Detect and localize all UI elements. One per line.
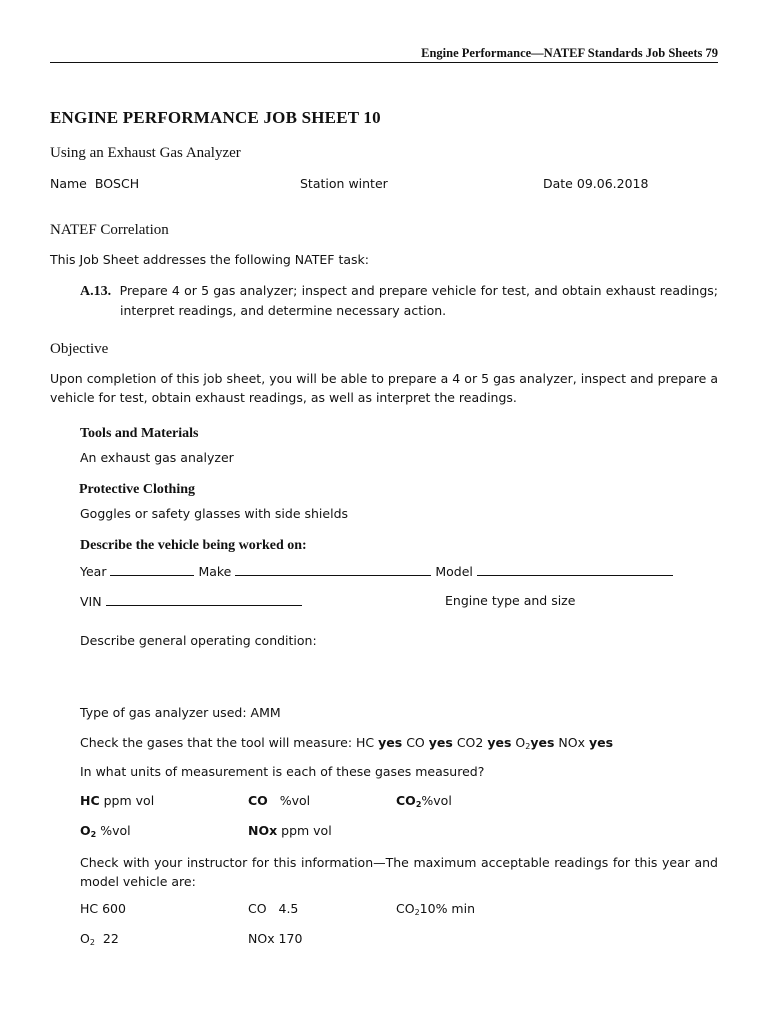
year-field	[80, 563, 673, 579]
year-blank[interactable]	[110, 563, 194, 576]
gas-co-yes: yes	[428, 735, 453, 750]
max-co-value: 4.5	[278, 901, 299, 916]
name-value: BOSCH	[94, 176, 140, 191]
max-o2	[80, 931, 119, 947]
year-label: Year	[80, 564, 107, 579]
max-co	[248, 901, 298, 916]
natef-heading: NATEF Correlation	[50, 222, 169, 238]
analyzer-type	[80, 705, 281, 720]
make-blank[interactable]	[235, 563, 431, 576]
condition-label: Describe general operating condition:	[80, 633, 317, 648]
max-co2-value: 10% min	[419, 901, 476, 916]
gas-co-label: CO	[406, 735, 425, 750]
page-subtitle: Using an Exhaust Gas Analyzer	[50, 145, 241, 161]
unit-co2-value: %vol	[421, 793, 452, 808]
max-o2-label: $O_2$	[80, 931, 95, 947]
unit-hc-label: HC	[80, 793, 100, 808]
max-nox: NOx 170	[248, 931, 303, 946]
gases-check-label: Check the gases that the tool will measure:	[80, 735, 353, 750]
unit-co	[248, 793, 310, 808]
max-hc: HC 600	[80, 901, 126, 916]
gas-o2-yes: yes	[530, 735, 555, 750]
max-o2-value: 22	[102, 931, 119, 946]
unit-nox-label: NOx	[248, 823, 278, 838]
unit-o2-label: $O_2$	[80, 823, 97, 839]
gas-hc-yes: yes	[378, 735, 403, 750]
gas-nox-yes: yes	[588, 735, 614, 750]
station-label: Station	[300, 176, 345, 191]
tools-heading: Tools and Materials	[80, 426, 199, 441]
analyzer-type-label: Type of gas analyzer used:	[80, 705, 247, 720]
unit-hc-value: ppm vol	[103, 793, 155, 808]
vin-blank[interactable]	[106, 593, 302, 606]
running-header: Engine Performance—NATEF Standards Job Sheets 79	[421, 46, 718, 60]
unit-co2-label: $CO_2$	[396, 793, 422, 809]
gas-co2-yes: yes	[487, 735, 512, 750]
unit-hc	[80, 793, 154, 808]
tools-text: An exhaust gas analyzer	[80, 450, 234, 465]
page-title: ENGINE PERFORMANCE JOB SHEET 10	[50, 108, 381, 127]
unit-co2	[396, 793, 452, 809]
natef-task	[80, 281, 718, 320]
date-value: 09.06.2018	[576, 176, 649, 191]
station-field	[300, 176, 388, 191]
engine-label: Engine type and size	[445, 593, 576, 608]
max-co-label: CO	[248, 901, 267, 916]
header-rule	[50, 62, 718, 63]
gases-check	[80, 735, 613, 751]
name-label: Name	[50, 176, 87, 191]
protective-heading: Protective Clothing	[79, 482, 195, 497]
vin-label: VIN	[80, 594, 102, 609]
unit-o2-value: %vol	[100, 823, 131, 838]
model-label: Model	[435, 564, 473, 579]
vin-field	[80, 593, 302, 609]
task-code: A.13.	[80, 284, 112, 299]
objective-heading: Objective	[50, 341, 109, 357]
units-question: In what units of measurement is each of these gases measured?	[80, 764, 485, 779]
date-label: Date	[543, 176, 573, 191]
gas-o2-label: $O_2$	[515, 735, 531, 751]
natef-intro: This Job Sheet addresses the following NATEF task:	[50, 252, 369, 267]
objective-text: Upon completion of this job sheet, you will be able to prepare a 4 or 5 gas analyzer, inspect and prepare a vehicle for test, obtain exhaust readings, as well as interpret the readings.	[50, 371, 718, 405]
protective-text: Goggles or safety glasses with side shields	[80, 506, 349, 521]
max-readings-text: Check with your instructor for this information—The maximum acceptable readings for this year and model vehicle are:	[80, 855, 718, 889]
station-value: winter	[348, 176, 388, 191]
unit-nox-value: ppm vol	[281, 823, 332, 838]
task-text: Prepare 4 or 5 gas analyzer; inspect and prepare vehicle for test, and obtain exhaust readings; interpret readings, and determine necessary action.	[119, 283, 718, 318]
max-co2-label: $CO_2$	[396, 901, 420, 917]
gas-nox-label: NOx	[558, 735, 585, 750]
unit-nox	[248, 823, 332, 838]
make-label: Make	[198, 564, 232, 579]
gas-co2-label: CO2	[456, 735, 484, 750]
max-co2	[396, 901, 475, 917]
unit-o2	[80, 823, 131, 839]
date-field	[543, 176, 648, 191]
analyzer-type-value: AMM	[250, 705, 281, 720]
vehicle-heading: Describe the vehicle being worked on:	[80, 538, 307, 553]
gas-hc-label: HC	[356, 735, 375, 750]
name-field	[50, 176, 139, 191]
model-blank[interactable]	[477, 563, 673, 576]
unit-co-value: %vol	[279, 793, 311, 808]
unit-co-label: CO	[248, 793, 268, 808]
